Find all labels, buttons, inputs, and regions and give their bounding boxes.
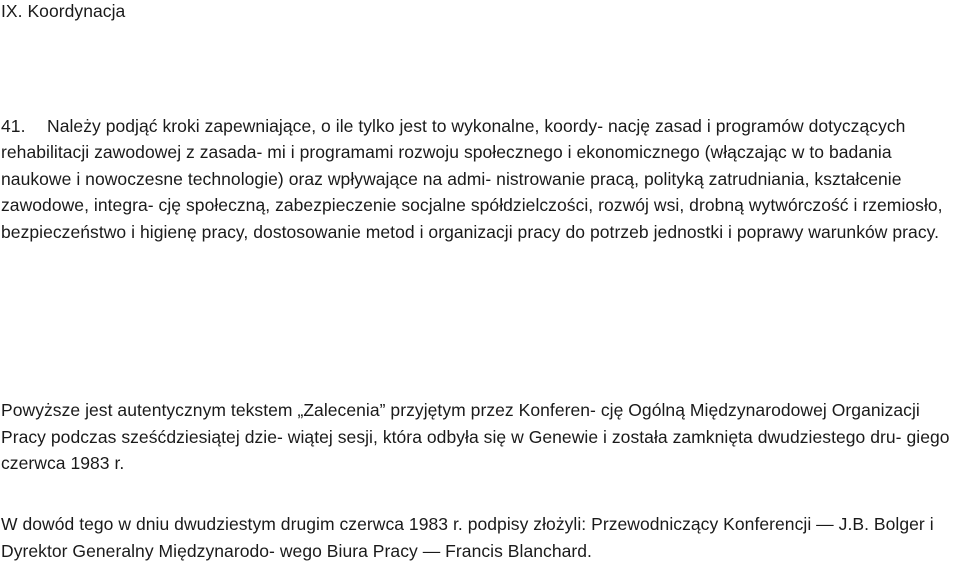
article-text: Należy podjąć kroki zapewniające, o ile tylko jest to wykonalne, koordy- nację zasad i programów dotyczących rehabilitacji zawodowej z zasada- mi i programami rozwoju społecznego i ekonomicznego (włączając w to badania naukowe i nowoczesne technologie) oraz wpływające na admi- nistrowanie pracą, polityką zatrudniania, kształcenie zawodowe, integra- cję społeczną, zabezpieczenie socjalne spółdzielczości, rozwój wsi, drobną wytwórczość i rzemiosło, bezpieczeństwo i higienę pracy, dostosowanie metod i organizacji pracy do potrzeb jednostki i poprawy warunków pracy.	[1, 116, 943, 242]
witness-paragraph: W dowód tego w dniu dwudziestym drugim czerwca 1983 r. podpisy złożyli: Przewodniczący Konferencji — J.B. Bolger i Dyrektor Generalny Międzynarodo- wego Biura Pracy — Francis Blanchard.	[1, 514, 934, 561]
article-number: 41.	[1, 116, 26, 136]
article-41-paragraph	[1, 113, 959, 245]
section-heading: IX. Koordynacja	[1, 1, 126, 21]
closing-paragraph: Powyższe jest autentycznym tekstem „Zalecenia” przyjętym przez Konferen- cję Ogólną Międzynarodowej Organizacji Pracy podczas sześćdziesiątej dzie- wiątej sesji, która odbyła się w Genewie i została zamknięta dwudziestego dru- giego czerwca 1983 r.	[1, 400, 950, 473]
